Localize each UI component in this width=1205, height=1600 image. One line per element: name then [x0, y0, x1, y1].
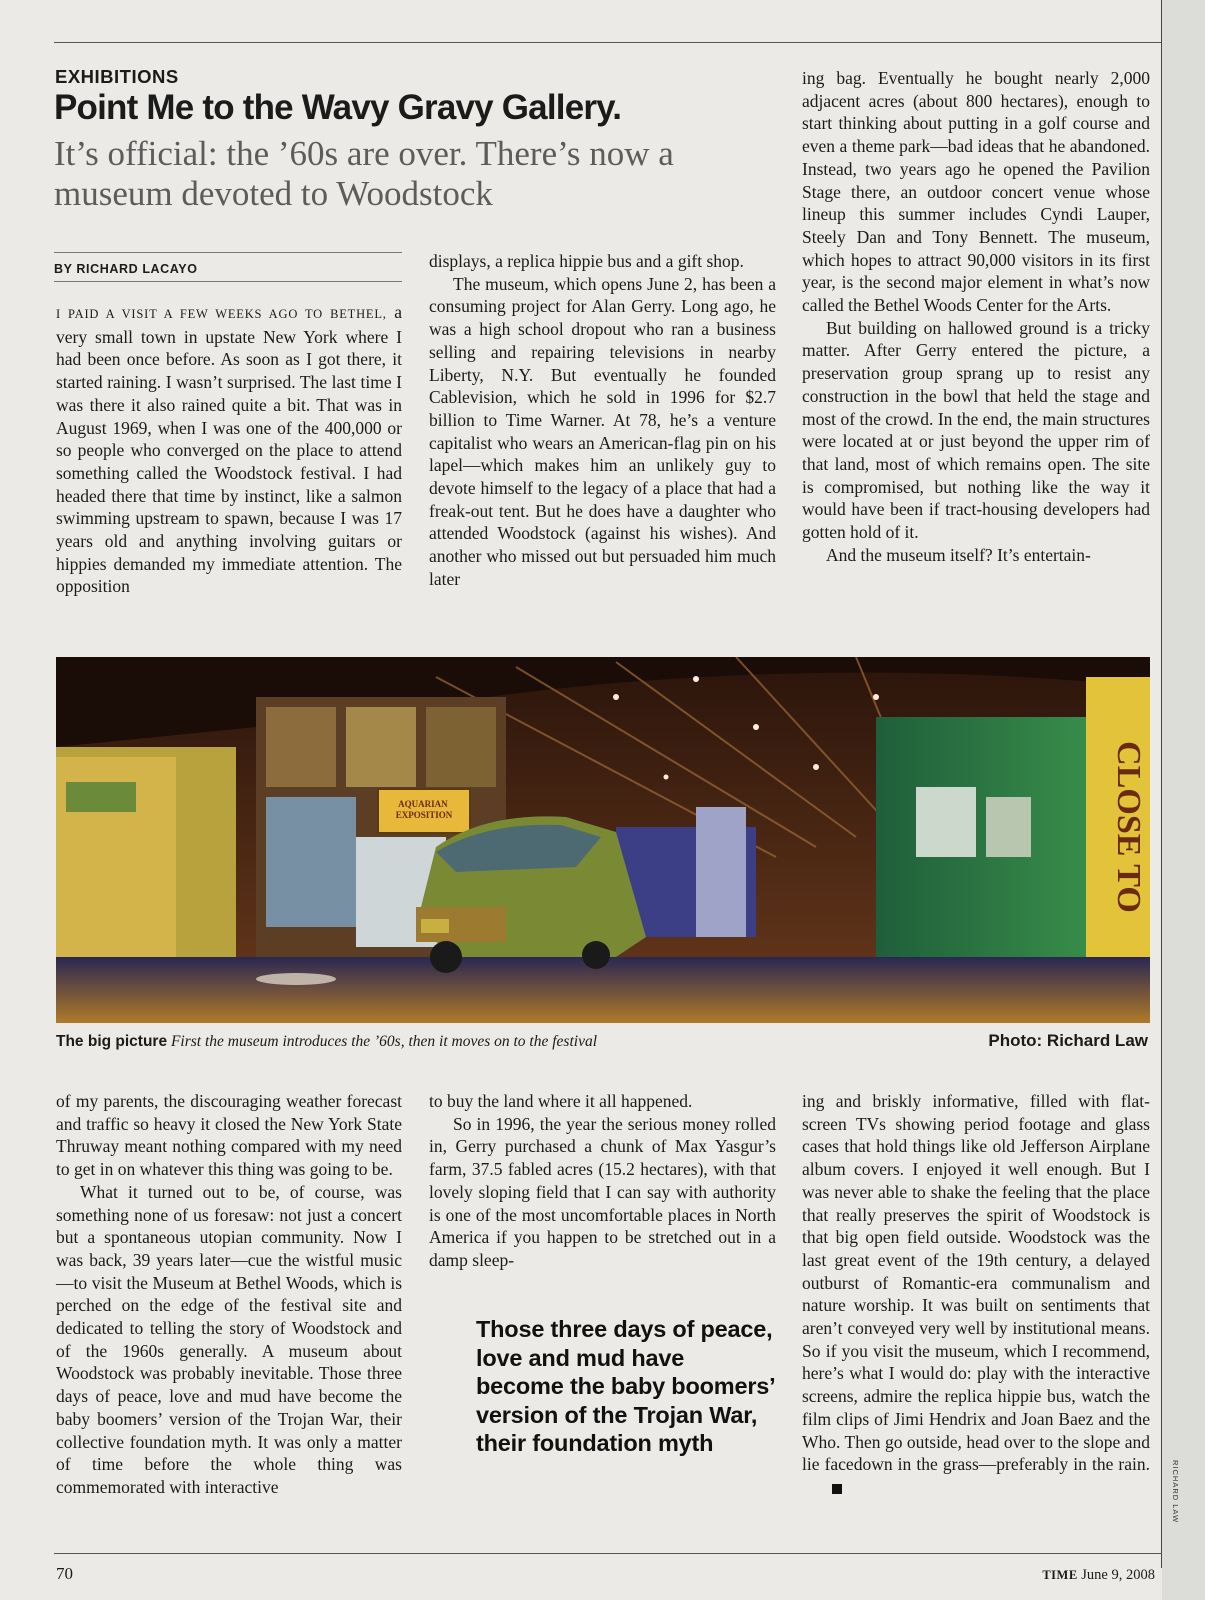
side-credit-text: RICHARD LAW: [1171, 1460, 1180, 1524]
lead-in-caps: I PAID A VISIT A FEW WEEKS AGO TO BETHEL,: [56, 307, 387, 321]
page-number: 70: [56, 1564, 73, 1583]
paragraph: The museum, which opens June 2, has been a consuming project for Alan Gerry. Long ago, he was a high school dropout who ran a business selling and repairing televisions in nearby Liberty, N.Y. But eventually he founded Cablevision, which he sold in 1996 for $2.7 billion to Time Warner. At 78, he’s a venture capitalist who wears an American-flag pin on his lapel—which makes him an unlikely guy to devote himself to the legacy of a place that had a freak-out tent. But he does have a daughter who attended Woodstock (against his wishes). And another who missed out but persuaded him much later: [429, 273, 776, 589]
end-mark-icon: [832, 1484, 842, 1494]
lower-column-2: [429, 1090, 776, 1272]
hippie-bus: [416, 816, 646, 973]
caption-label: The big picture: [56, 1033, 168, 1050]
article-headline: Point Me to the Wavy Gravy Gallery.: [54, 88, 622, 127]
byline-box: [54, 252, 402, 282]
paragraph: What it turned out to be, of course, was something none of us foresaw: not just a concert but a spontaneous utopian community. Now I was back, 39 years later—cue the wistful music—to visit the Museum at Bethel Woods, which is perched on the edge of the festival site and dedicated to telling the story of Woodstock and of the 1960s generally. A museum about Woodstock was probably inevitable. Those three days of peace, love and mud have become the baby boomers’ version of the Trojan War, their collective foundation myth. It was only a matter of time before the whole thing was commemorated with interactive: [56, 1181, 402, 1497]
section-label: EXHIBITIONS: [55, 66, 179, 87]
photo-credit: Photo: Richard Law: [988, 1031, 1148, 1050]
paragraph: ing bag. Eventually he bought nearly 2,000 adjacent acres (about 800 hectares), enough to start thinking about putting in a golf course and even a theme park—bad ideas that he abandoned. Instead, two years ago he opened the Pavilion Stage there, an outdoor concert venue whose lineup this summer includes Cyndi Lauper, Steely Dan and Tony Bennett. The museum, which hopes to attract 90,000 visitors in its first year, is the second major element in what’s now called the Bethel Woods Center for the Arts.: [802, 68, 1150, 316]
paragraph: displays, a replica hippie bus and a gift shop.: [429, 251, 744, 271]
paragraph: And the museum itself? It’s entertain-: [826, 544, 1091, 565]
paragraph-text: a very small town in upstate New York where I had been once before. As soon as I got there, it started raining. I wasn’t surprised. The last time I was there it also rained quite a bit. That was in August 1969, when I was one of the 400,000 or so people who converged on the place to attend something called the Woodstock festival. I had headed there that time by instinct, like a salmon swimming upstream to spawn, because I was 17 years old and anything involving guitars or hippies demanded my immediate attention. The opposition: [56, 302, 402, 597]
byline: BY RICHARD LACAYO: [54, 262, 198, 276]
photo-caption: [56, 1033, 597, 1051]
paragraph: [56, 301, 402, 598]
lower-column-1: [56, 1090, 402, 1499]
upper-column-2: [429, 250, 776, 591]
paragraph-text: ing and briskly informative, filled with flat-screen TVs showing period footage and glass cases that hold things like old Jefferson Airplane album covers. I enjoyed it well enough. But I was never able to shake the feeling that the place that really preserves the spirit of Woodstock is that big open field outside. Woodstock was the last great event of the 19th century, a delayed outburst of Romantic-era communalism and nature worship. It was built on sentiments that aren’t conveyed very well by institutional means. So if you visit the museum, which I recommend, here’s what I would do: play with the interactive screens, admire the replica hippie bus, watch the film clips of Jimi Hendrix and Joan Baez and the Who. Then go outside, head over to the slope and lie facedown in the grass—preferably in the rain.: [802, 1091, 1150, 1475]
paragraph: But building on hallowed ground is a tricky matter. After Gerry entered the picture, a preservation group sprang up to resist any construction in the bowl that held the stage and most of the crowd. In the end, the main structures were located at or just beyond the upper rim of that land, most of which remains open. The site is compromised, but nothing like the way it would have been if tract-housing developers had gotten hold of it.: [802, 317, 1150, 543]
paragraph: to buy the land where it all happened.: [429, 1091, 693, 1111]
magazine-name: TIME: [1042, 1568, 1078, 1582]
paragraph: So in 1996, the year the serious money rolled in, Gerry purchased a chunk of Max Yasgur’s farm, 37.5 fabled acres (15.2 hectares), with that lovely sloping field that I can say with authority is one of the most uncomfortable places in North America if you happen to be stretched out in a damp sleep-: [429, 1113, 776, 1270]
upper-column-3: [802, 67, 1150, 566]
pull-quote: Those three days of peace, love and mud have become the baby boomers’ version of the Trojan War, their foundation myth: [476, 1316, 775, 1456]
aquarian-sign-text: AQUARIAN EXPOSITION: [395, 799, 453, 820]
side-credit: [1168, 1460, 1180, 1540]
paragraph: of my parents, the discouraging weather forecast and traffic so heavy it closed the New York State Thruway meant nothing compared with my need to get in on whatever this thing was going to be.: [56, 1091, 402, 1180]
page-gutter-rule: [1161, 0, 1162, 1568]
paragraph: [802, 1090, 1150, 1499]
upper-column-1: [56, 301, 402, 598]
top-rule: [54, 42, 1162, 43]
article-deck: It’s official: the ’60s are over. There’s now a museum devoted to Woodstock: [54, 134, 674, 213]
issue-date: June 9, 2008: [1081, 1567, 1155, 1583]
museum-interior-photo: [56, 657, 1150, 1023]
lower-column-3: [802, 1090, 1150, 1499]
magazine-footer: [960, 1567, 1155, 1584]
bottom-rule: [54, 1553, 1162, 1554]
right-sign-text: CLOSE TO: [1110, 741, 1147, 913]
page-edge: [1162, 0, 1205, 1600]
caption-text: First the museum introduces the ’60s, then it moves on to the festival: [170, 1033, 598, 1050]
